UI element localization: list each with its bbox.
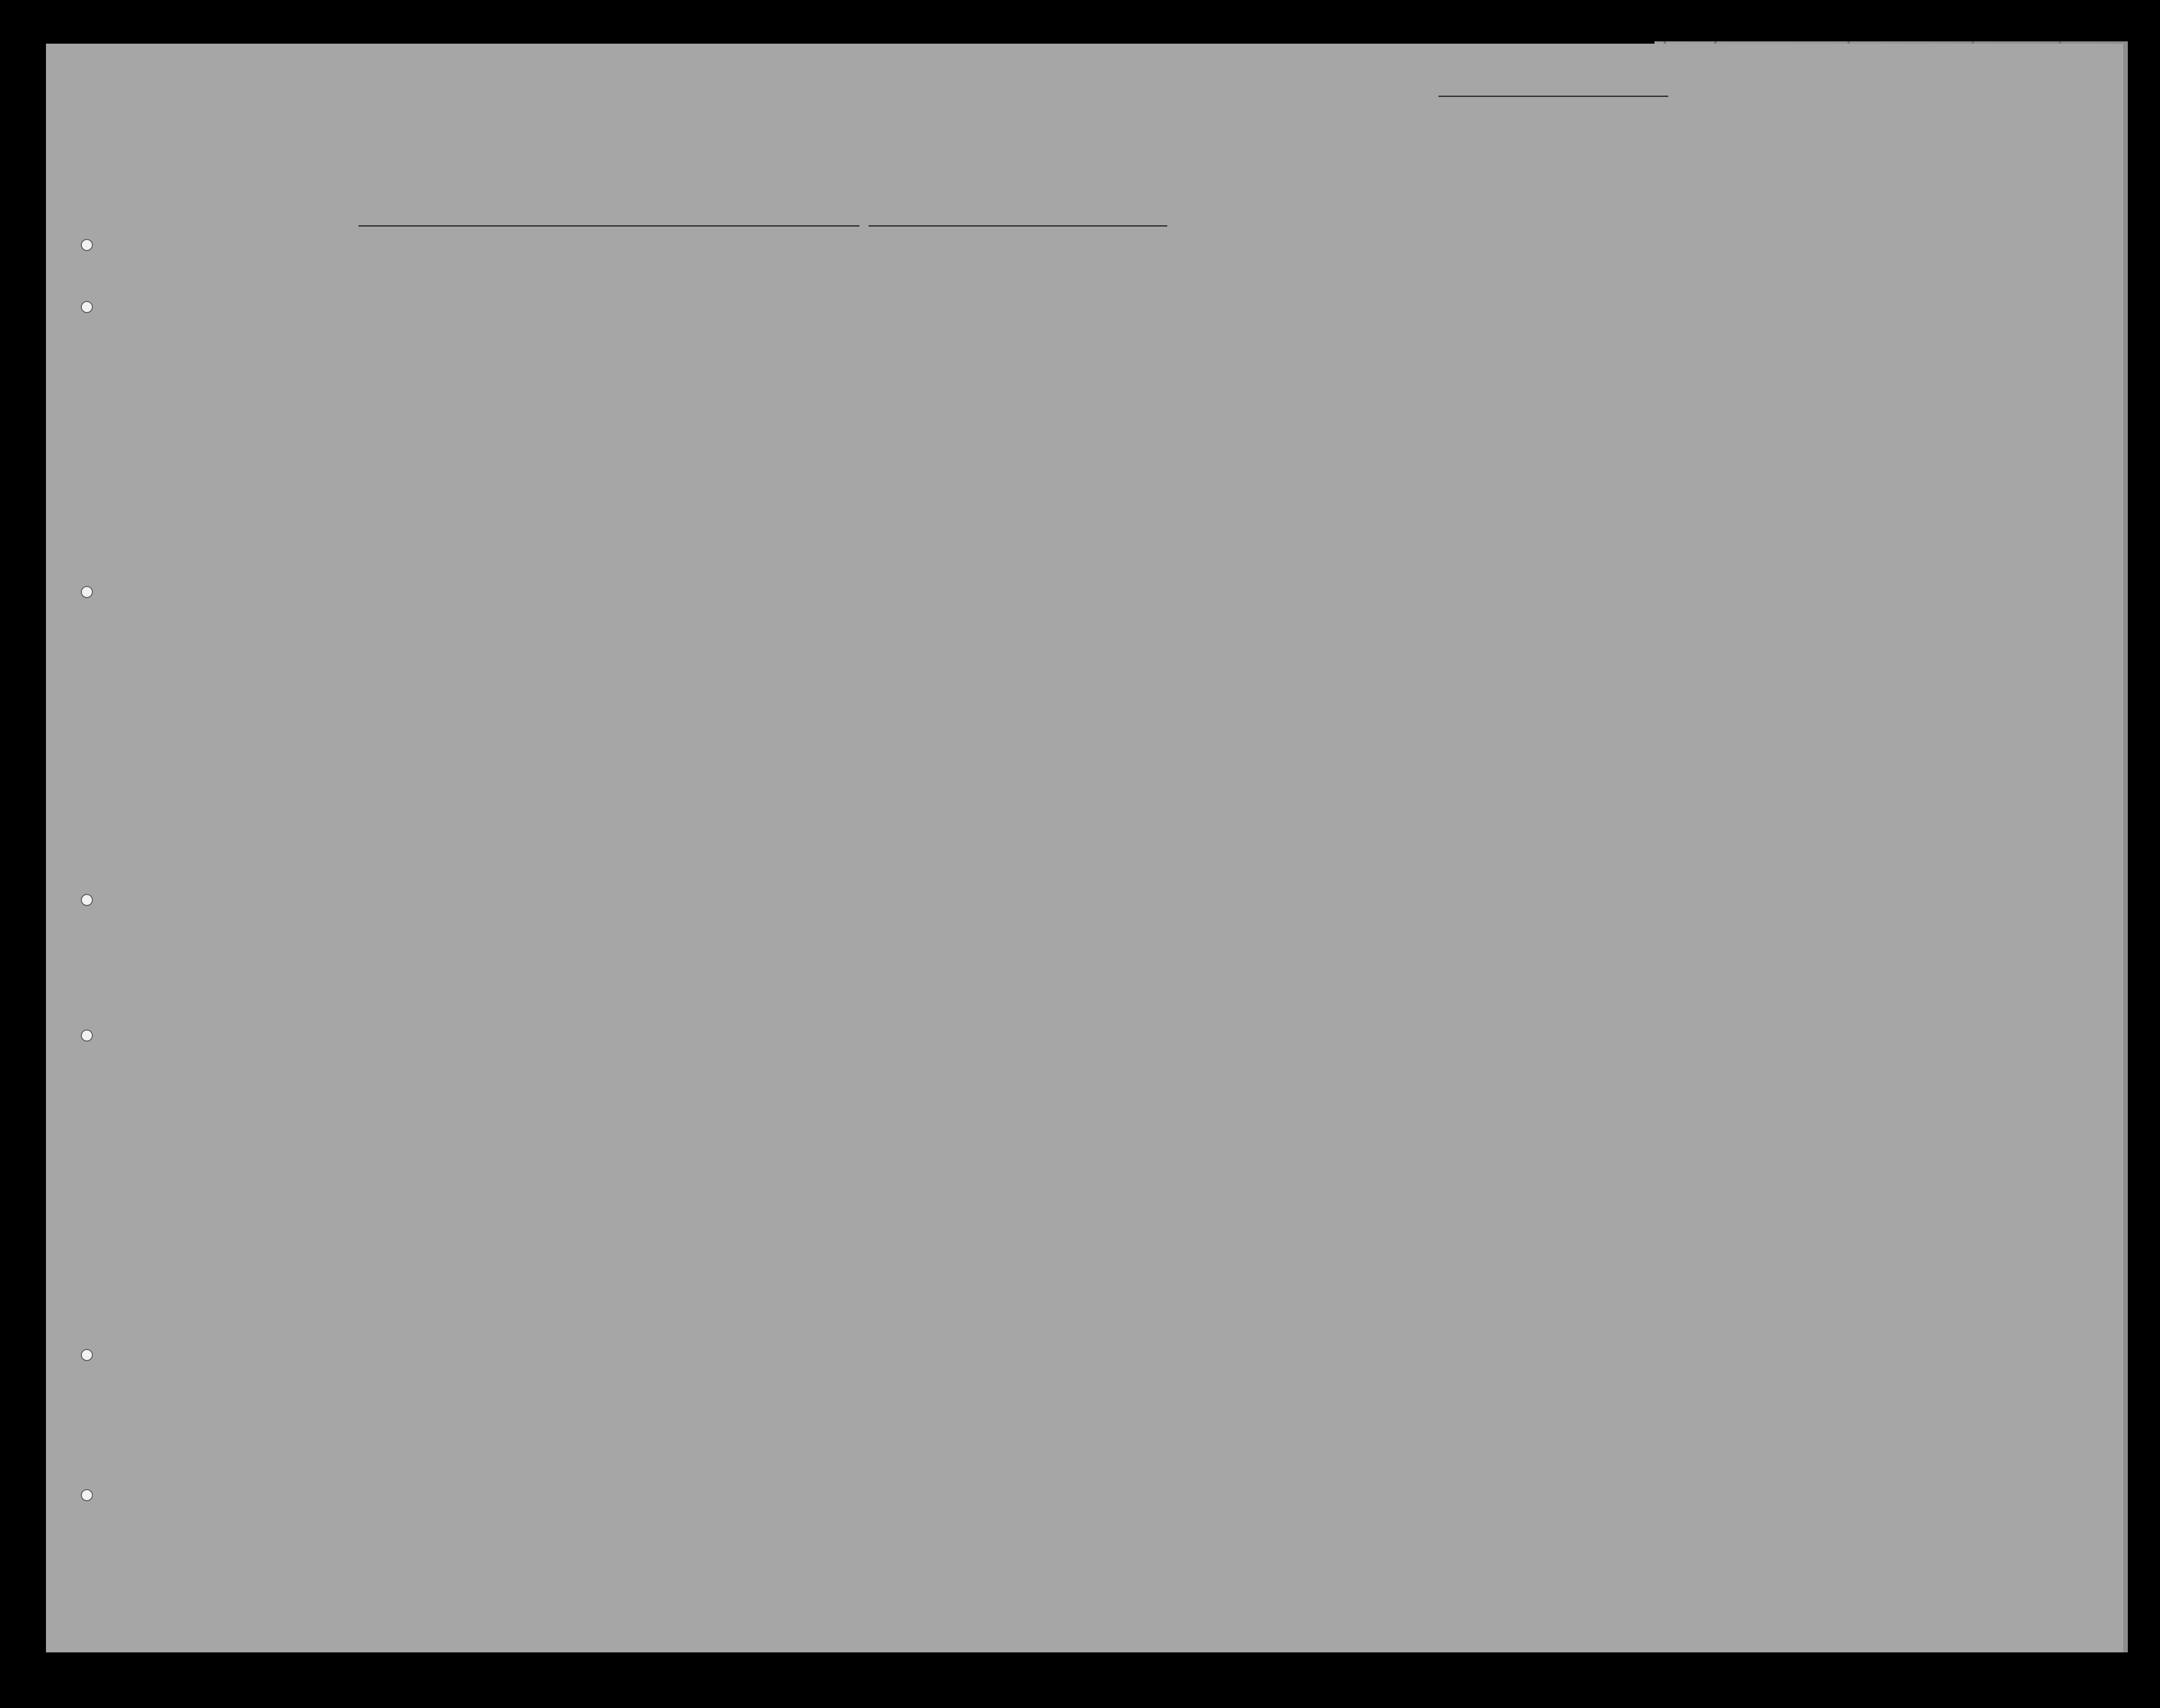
binder-hole [81,1489,93,1501]
date-line [869,225,1167,227]
binder-hole [81,586,93,598]
binder-hole [81,1349,93,1361]
manifest-sheet [46,44,2123,1652]
port-line [358,225,859,227]
binder-hole [81,1030,93,1042]
binder-hole [81,239,93,251]
binder-hole [81,894,93,906]
list-line [1438,96,1668,97]
binder-hole [81,301,93,313]
